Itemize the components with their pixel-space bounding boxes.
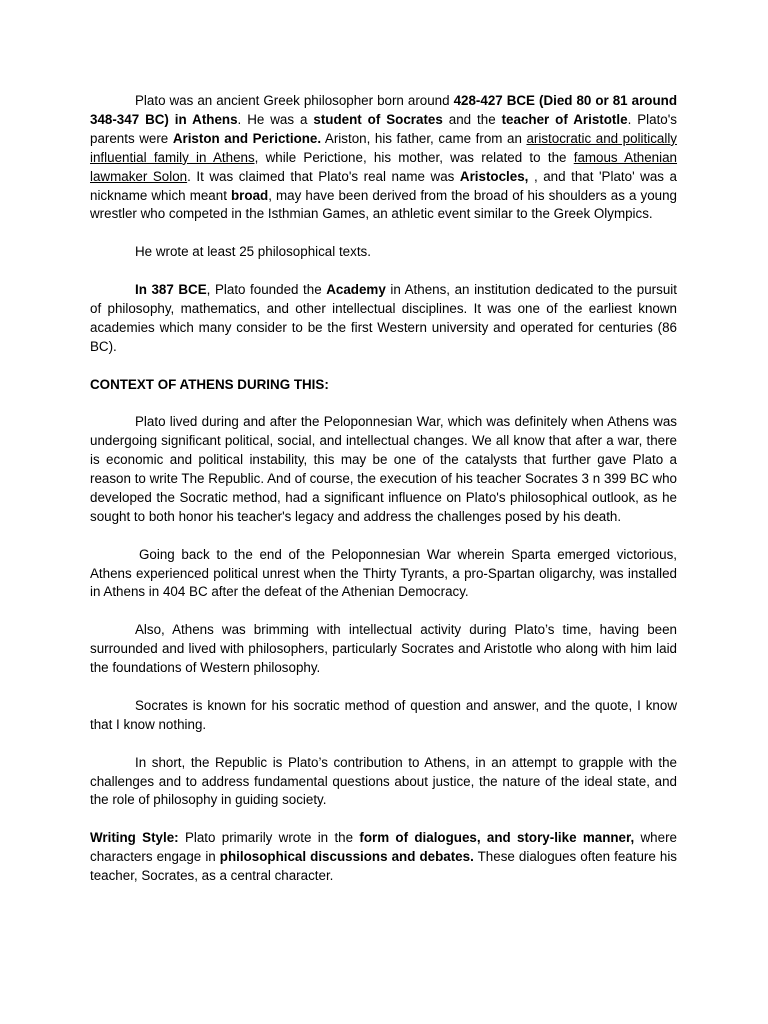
text-run: These dialogues often feature his teacher, Socrates, as a central character. bbox=[90, 849, 677, 884]
paragraph-texts-count: He wrote at least 25 philosophical texts. bbox=[135, 244, 371, 260]
paragraph-peloponnesian-war: Plato lived during and after the Peloponnesian War, which was definitely when Athens was undergoing significant political, social, and intellectual changes. We all know that after a war, there is economic and political instability, this may be one of the catalysts that further gave Plato a reason to write The Republic. And of course, the execution of his teacher Socrates 3 n 399 BC who developed the Socratic method, had a significant influence on Plato's philosophical outlook, as he sought to both honor his teacher's legacy and address the challenges posed by his death. bbox=[90, 414, 677, 524]
text-run: . It was claimed that Plato's real name was bbox=[187, 168, 460, 184]
paragraph-academy bbox=[90, 281, 677, 357]
text-run: in Athens, an institution dedicated to the pursuit of philosophy, mathematics, and other intellectual disciplines. It was one of the earliest known academies which many consider to be the first Western university and operated for centuries (86 BC). bbox=[90, 282, 677, 354]
text-run: , Plato founded the bbox=[206, 282, 327, 298]
text-run: , and that 'Plato' was a nickname which meant bbox=[90, 168, 677, 203]
text-run: Plato primarily wrote in the bbox=[178, 830, 360, 846]
text-run: . He was a bbox=[237, 111, 314, 127]
paragraph-writing-style bbox=[90, 829, 677, 886]
bold-form-of-dialogues: form of dialogues, and story-like manner, bbox=[359, 830, 635, 846]
bold-writing-style-label: Writing Style: bbox=[90, 830, 179, 846]
bold-dates: 428-427 BCE (Died 80 or 81 around 348-347 BC) in Athens bbox=[90, 93, 677, 127]
bold-teacher-of-aristotle: teacher of Aristotle bbox=[501, 111, 628, 127]
text-run: Ariston, his father, came from an bbox=[321, 130, 527, 146]
heading-text: CONTEXT OF ATHENS DURING THIS: bbox=[90, 376, 329, 392]
bold-parents: Ariston and Perictione. bbox=[172, 130, 322, 146]
text-run: and the bbox=[442, 111, 502, 127]
paragraph-sparta: Going back to the end of the Peloponnesian War wherein Sparta emerged victorious, Athens experienced political unrest when the Thirty Tyrants, a pro-Spartan oligarchy, was installed in Athens in 404 BC after the defeat of the Athenian Democracy. bbox=[90, 546, 677, 600]
bold-aristocles: Aristocles, bbox=[459, 168, 529, 184]
section-heading-context bbox=[90, 376, 677, 395]
paragraph-republic-summary: In short, the Republic is Plato’s contribution to Athens, in an attempt to grapple with the challenges and to address fundamental questions about justice, the nature of the ideal state, and the role of philosophy in guiding society. bbox=[90, 754, 677, 808]
bold-broad: broad bbox=[231, 187, 269, 203]
text-run: , may have been derived from the broad of his shoulders as a young wrestler who competed in the Isthmian Games, an athletic event similar to the Greek Olympics. bbox=[90, 187, 678, 222]
text-run: where characters engage in bbox=[90, 830, 677, 865]
bold-student-of-socrates: student of Socrates bbox=[313, 111, 443, 127]
paragraph-intellectual-activity: Also, Athens was brimming with intellectual activity during Plato’s time, having been surrounded and lived with philosophers, particularly Socrates and Aristotle who along with him laid the foundations of Western philosophy. bbox=[90, 622, 677, 676]
paragraph-socrates-quote: Socrates is known for his socratic method of question and answer, and the quote, I know that I know nothing. bbox=[90, 697, 677, 732]
underlined-family: aristocratic and politically influential family in Athens, bbox=[90, 130, 677, 165]
text-run: while Perictione, his mother, was related to the bbox=[258, 149, 574, 165]
bold-academy: Academy bbox=[326, 282, 386, 298]
text-run: Plato was an ancient Greek philosopher born around bbox=[135, 93, 454, 108]
bold-philosophical-discussions: philosophical discussions and debates. bbox=[219, 849, 474, 865]
underlined-solon: famous Athenian lawmaker Solon bbox=[90, 149, 678, 184]
document-page bbox=[90, 92, 677, 905]
paragraph-plato-bio bbox=[90, 92, 677, 224]
bold-year: In 387 BCE bbox=[135, 282, 207, 298]
text-run: . Plato's parents were bbox=[90, 111, 677, 146]
